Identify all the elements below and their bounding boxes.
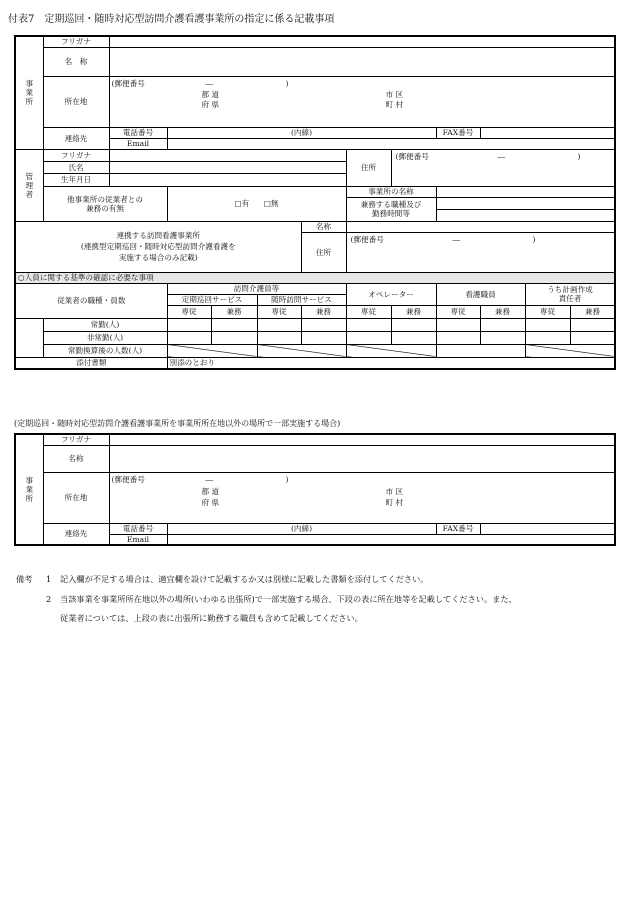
concurrent-role-input-1[interactable] [436, 197, 615, 209]
fte-planner-cell[interactable] [525, 344, 615, 357]
yes-checkbox[interactable]: □有 [234, 199, 250, 208]
fax-label: FAX番号 [436, 127, 480, 138]
main-form-table [14, 35, 616, 370]
attachments-value: 別添のとおり [167, 357, 615, 369]
branch-address-input[interactable] [109, 472, 615, 523]
operator-header: オペレーター [346, 283, 436, 305]
concurrent-header: 兼務 [391, 305, 436, 318]
email-label: Email [109, 138, 167, 149]
facility-name-label: 名 称 [43, 47, 109, 76]
branch-address-label: 所在地 [43, 472, 109, 523]
phone-input[interactable] [167, 127, 436, 138]
other-facility-name-label: 事業所の名称 [346, 186, 436, 197]
other-employment-choice[interactable] [167, 186, 346, 221]
row-label-parttime: 非常勤(人) [43, 331, 167, 344]
note-2-text-b: 従業者については、上段の表に出張所に勤務する職員も含めて記載してください。 [60, 613, 363, 623]
staff-blank-cell [15, 344, 43, 357]
branch-name-input[interactable] [109, 445, 615, 472]
staff-section-header: ○人員に関する基準の確認に必要な事項 [15, 272, 615, 283]
phone-label: 電話番号 [109, 127, 167, 138]
branch-city-choson: 町 村 [385, 497, 404, 507]
branch-phone-label: 電話番号 [109, 523, 167, 534]
facility-contact-label: 連絡先 [43, 127, 109, 149]
home-care-staff-header: 訪問介護員等 [167, 283, 346, 294]
fte-ondemand-cell[interactable] [257, 344, 346, 357]
count-cell[interactable] [346, 331, 391, 344]
concurrent-header: 兼務 [301, 305, 346, 318]
branch-section-label: 事 業 所 [15, 434, 43, 545]
staff-blank-cell [15, 318, 43, 331]
branch-form-table [14, 433, 616, 546]
count-cell[interactable] [301, 318, 346, 331]
branch-email-label: Email [109, 534, 167, 545]
branch-postal-label: (郵便番号 [111, 474, 145, 484]
notes-label: 備考 [16, 574, 33, 584]
partner-label: 連携する訪問看護事業所 (連携型定期巡回・随時対応型訪問介護看護を 実施する場合のみ記載) [15, 221, 301, 272]
attachments-label: 添付書類 [15, 357, 167, 369]
form-title: 付表7 定期巡回・随時対応型訪問介護看護事業所の指定に係る記載事項 [8, 14, 335, 25]
count-cell[interactable] [480, 318, 525, 331]
role-count-label: 従業者の職種・員数 [15, 283, 167, 318]
partner-name-label: 名称 [301, 221, 346, 232]
regular-visit-header: 定期巡回サービス [167, 294, 257, 305]
fulltime-header: 専従 [436, 305, 480, 318]
count-cell[interactable] [436, 331, 480, 344]
concurrent-role-input-2[interactable] [436, 209, 615, 221]
manager-postal-label: (郵便番号 [395, 151, 429, 161]
postal-dash: ― [205, 78, 214, 88]
manager-address-label: 住所 [346, 149, 391, 186]
row-label-fte: 常勤換算後の人数(人) [43, 344, 167, 357]
concurrent-header: 兼務 [211, 305, 257, 318]
branch-email-input[interactable] [167, 534, 615, 545]
fulltime-header: 専従 [346, 305, 391, 318]
count-cell[interactable] [211, 318, 257, 331]
branch-furigana-input[interactable] [109, 434, 615, 445]
manager-name-label: 氏名 [43, 161, 109, 173]
no-checkbox[interactable]: □無 [263, 199, 279, 208]
partner-name-input[interactable] [346, 221, 615, 232]
count-cell[interactable] [480, 331, 525, 344]
count-cell[interactable] [570, 331, 615, 344]
manager-name-input[interactable] [109, 161, 346, 173]
postal-close: ) [285, 78, 289, 88]
branch-fax-input[interactable] [480, 523, 615, 534]
fulltime-header: 専従 [167, 305, 211, 318]
branch-contact-label: 連絡先 [43, 523, 109, 545]
count-cell[interactable] [167, 318, 211, 331]
count-cell[interactable] [525, 331, 570, 344]
facility-section-label: 事 業 所 [15, 36, 43, 149]
ondemand-visit-header: 随時訪問サービス [257, 294, 346, 305]
facility-address-label: 所在地 [43, 76, 109, 127]
postal-label: (郵便番号 [111, 78, 145, 88]
partner-address-input[interactable] [346, 232, 615, 272]
fte-nurse-cell[interactable] [436, 344, 525, 357]
extension-label: (内線) [290, 128, 313, 137]
manager-postal-dash: ― [497, 151, 506, 161]
count-cell[interactable] [346, 318, 391, 331]
concurrent-header: 兼務 [480, 305, 525, 318]
other-facility-name-input[interactable] [436, 186, 615, 197]
branch-furigana-label: フリガナ [43, 434, 109, 445]
partner-postal-dash: ― [452, 234, 461, 244]
branch-fax-label: FAX番号 [436, 523, 480, 534]
manager-birthdate-input[interactable] [109, 174, 346, 186]
fulltime-header: 専従 [257, 305, 301, 318]
row-label-fulltime: 常勤(人) [43, 318, 167, 331]
manager-furigana-input[interactable] [109, 149, 346, 161]
partner-address-label: 住所 [301, 232, 346, 272]
city-shiku: 市 区 [385, 89, 404, 99]
fax-input[interactable] [480, 127, 615, 138]
staff-blank-cell [15, 331, 43, 344]
other-employment-label: 他事業所の従業者との 兼務の有無 [43, 186, 167, 221]
manager-address-input[interactable] [391, 149, 615, 186]
prefecture-fuken: 府 県 [201, 99, 220, 109]
branch-extension-label: (内線) [290, 524, 313, 533]
branch-phone-input[interactable] [167, 523, 436, 534]
count-cell[interactable] [570, 318, 615, 331]
facility-address-input[interactable] [109, 76, 615, 127]
facility-name-input[interactable] [109, 47, 615, 76]
branch-prefecture-todo: 都 道 [201, 486, 220, 496]
manager-birthdate-label: 生年月日 [43, 174, 109, 186]
count-cell[interactable] [391, 331, 436, 344]
facility-furigana-label: フリガナ [43, 36, 109, 47]
nurse-header: 看護職員 [436, 283, 525, 305]
count-cell[interactable] [257, 318, 301, 331]
branch-postal-close: ) [285, 474, 289, 484]
partner-postal-close: ) [532, 234, 536, 244]
count-cell[interactable] [167, 331, 211, 344]
count-cell[interactable] [391, 318, 436, 331]
planner-header: うち計画作成 責任者 [525, 283, 615, 305]
count-cell[interactable] [211, 331, 257, 344]
branch-prefecture-fuken: 府 県 [201, 497, 220, 507]
fulltime-header: 専従 [525, 305, 570, 318]
concurrent-role-label: 兼務する職種及び 勤務時間等 [346, 197, 436, 221]
manager-postal-close: ) [577, 151, 581, 161]
email-input[interactable] [167, 138, 615, 149]
note-2-text-a: 当該事業を事業所所在地以外の場所(いわゆる出張所)で一部実施する場合、下段の表に所在地等を記載してください。また、 [60, 594, 517, 604]
branch-caption: (定期巡回・随時対応型訪問介護看護事業所を事業所所在地以外の場所で一部実施する場合) [14, 419, 341, 428]
city-choson: 町 村 [385, 99, 404, 109]
branch-city-shiku: 市 区 [385, 486, 404, 496]
facility-furigana-input[interactable] [109, 36, 615, 47]
manager-section-label: 管 理 者 [15, 149, 43, 221]
count-cell[interactable] [525, 318, 570, 331]
partner-postal-label: (郵便番号 [350, 234, 384, 244]
fte-operator-cell[interactable] [346, 344, 436, 357]
branch-postal-dash: ― [205, 474, 214, 484]
branch-name-label: 名称 [43, 445, 109, 472]
manager-furigana-label: フリガナ [43, 149, 109, 161]
fte-regular-cell[interactable] [167, 344, 257, 357]
note-1-text: 記入欄が不足する場合は、適宜欄を設けて記載するか又は別様に記載した書類を添付してください。 [60, 574, 429, 584]
note-1-number: 1 [46, 574, 52, 584]
count-cell[interactable] [301, 331, 346, 344]
count-cell[interactable] [257, 331, 301, 344]
note-2-number: 2 [46, 594, 52, 604]
concurrent-header: 兼務 [570, 305, 615, 318]
prefecture-todo: 都 道 [201, 89, 220, 99]
count-cell[interactable] [436, 318, 480, 331]
